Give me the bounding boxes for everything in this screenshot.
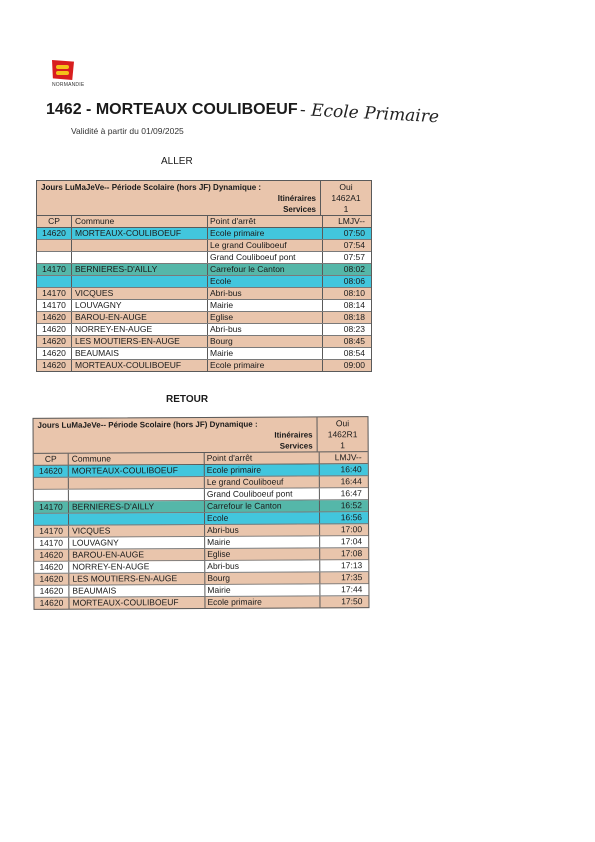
- cell-cp: 14620: [34, 598, 69, 609]
- cell-cp: 14620: [37, 312, 72, 323]
- cell-cp: 14620: [37, 348, 72, 359]
- cell-cp: 14620: [37, 360, 72, 371]
- cell-cp: 14170: [37, 264, 72, 275]
- cell-time: 08:14: [343, 300, 365, 310]
- cell-time: 09:00: [343, 360, 365, 370]
- page-title: 1462 - MORTEAUX COULIBOEUF: [46, 101, 298, 118]
- cell-cp: [34, 514, 69, 525]
- cell-commune: LES MOUTIERS-EN-AUGE: [69, 573, 205, 585]
- table-row: [37, 288, 371, 300]
- header-description: [34, 417, 318, 452]
- header-period: Jours LuMaJeVe-- Période Scolaire (hors JF) Dynamique :: [37, 419, 258, 430]
- cell-arret: Bourg: [205, 572, 320, 584]
- cell-commune: BAROU-EN-AUGE: [69, 549, 205, 561]
- cell-cp: [34, 478, 69, 489]
- table-header: [34, 417, 368, 454]
- cell-commune: BEAUMAIS: [69, 585, 205, 597]
- column-headers: [37, 216, 371, 228]
- table-row: [34, 596, 368, 609]
- cell-arret: Abri-bus: [205, 524, 320, 536]
- cell-time: 08:02: [343, 264, 365, 274]
- column-header-cp: CP: [34, 454, 69, 465]
- cell-commune: MORTEAUX-COULIBOEUF: [69, 465, 205, 477]
- cell-cp: 14620: [37, 336, 72, 347]
- cell-cp: 14620: [37, 324, 72, 335]
- service-flag: Oui: [339, 182, 353, 192]
- cell-arret: Ecole: [205, 512, 320, 524]
- validity-date: Validité à partir du 01/09/2025: [71, 126, 184, 136]
- cell-arret: Carrefour le Canton: [208, 264, 323, 275]
- cell-cp: [34, 490, 69, 501]
- cell-commune: [72, 276, 208, 287]
- cell-time: 17:04: [340, 536, 363, 547]
- cell-commune: VICQUES: [69, 525, 205, 537]
- cell-cp: 14170: [37, 288, 72, 299]
- cell-time: 17:35: [341, 572, 363, 583]
- table-body: [34, 464, 369, 609]
- cell-commune: BEAUMAIS: [72, 348, 208, 359]
- table-row: [37, 240, 371, 252]
- cell-cp: [37, 240, 72, 251]
- cell-arret: Ecole: [208, 276, 323, 287]
- cell-time: 17:13: [340, 560, 363, 571]
- header-description: [37, 181, 321, 215]
- cell-commune: [69, 489, 205, 501]
- header-services: Services: [283, 205, 316, 214]
- table-row: [37, 264, 371, 276]
- cell-commune: MORTEAUX-COULIBOEUF: [72, 360, 208, 371]
- cell-arret: Mairie: [205, 536, 320, 548]
- cell-time: 08:54: [343, 348, 365, 358]
- cell-commune: [72, 240, 208, 251]
- cell-arret: Mairie: [208, 348, 323, 359]
- cell-commune: LES MOUTIERS-EN-AUGE: [72, 336, 208, 347]
- service-code: 1462R1: [327, 429, 358, 440]
- normandy-flag-icon: [52, 60, 74, 80]
- cell-cp: 14170: [34, 538, 69, 549]
- service-column-header: [321, 181, 371, 215]
- service-code: 1462A1: [331, 193, 361, 203]
- cell-cp: 14620: [34, 466, 69, 477]
- cell-cp: 14170: [34, 526, 69, 537]
- service-days: LMJV--: [338, 216, 365, 226]
- cell-cp: 14620: [34, 550, 69, 561]
- cell-commune: BERNIERES-D'AILLY: [72, 264, 208, 275]
- cell-cp: 14620: [37, 228, 72, 239]
- table-row: [37, 336, 371, 348]
- cell-arret: Abri-bus: [208, 324, 323, 335]
- cell-arret: Ecole primaire: [205, 464, 320, 476]
- cell-time: 08:23: [343, 324, 365, 334]
- service-column-header: [318, 417, 368, 451]
- cell-time: 16:52: [340, 500, 362, 511]
- header-services: Services: [279, 441, 313, 451]
- cell-time: 17:44: [341, 584, 363, 595]
- table-row: [37, 312, 371, 324]
- cell-arret: Eglise: [205, 548, 320, 560]
- cell-commune: LOUVAGNY: [69, 537, 205, 549]
- table-row: [37, 348, 371, 360]
- column-header-commune: Commune: [72, 216, 208, 227]
- logo-text: NORMANDIE: [52, 82, 85, 88]
- cell-cp: 14620: [34, 574, 69, 585]
- cell-commune: [72, 252, 208, 263]
- cell-time: 16:56: [340, 512, 363, 523]
- cell-arret: Mairie: [208, 300, 323, 311]
- cell-commune: BAROU-EN-AUGE: [72, 312, 208, 323]
- cell-arret: Le grand Couliboeuf: [208, 240, 323, 251]
- cell-arret: Grand Couliboeuf pont: [208, 252, 323, 263]
- cell-commune: NORREY-EN-AUGE: [72, 324, 208, 335]
- section-retour-title: RETOUR: [166, 394, 209, 405]
- service-number: 1: [340, 440, 346, 451]
- cell-commune: MORTEAUX-COULIBOEUF: [72, 228, 208, 239]
- cell-time: 08:06: [343, 276, 365, 286]
- cell-time: 08:18: [343, 312, 365, 322]
- cell-arret: Carrefour le Canton: [205, 500, 320, 512]
- timetable-retour: [32, 416, 369, 610]
- cell-commune: LOUVAGNY: [72, 300, 208, 311]
- handwritten-note: - Ecole Primaire: [299, 100, 440, 128]
- cell-time: 07:57: [343, 252, 365, 262]
- cell-time: 17:08: [340, 548, 363, 559]
- cell-arret: Abri-bus: [205, 560, 320, 572]
- cell-commune: NORREY-EN-AUGE: [69, 561, 205, 573]
- cell-commune: MORTEAUX-COULIBOEUF: [69, 597, 205, 609]
- cell-cp: 14170: [37, 300, 72, 311]
- service-number: 1: [343, 204, 349, 214]
- timetable-aller: [36, 180, 372, 372]
- cell-arret: Bourg: [208, 336, 323, 347]
- cell-time: 08:45: [343, 336, 365, 346]
- column-header-cp: CP: [37, 216, 72, 227]
- cell-time: 16:44: [340, 476, 362, 487]
- header-itineraires: Itinéraires: [274, 430, 313, 440]
- header-period: Jours LuMaJeVe-- Période Scolaire (hors JF) Dynamique :: [41, 183, 262, 192]
- normandie-logo: [48, 57, 88, 91]
- cell-cp: 14620: [34, 562, 69, 573]
- table-header: [37, 181, 371, 216]
- cell-arret: Mairie: [205, 584, 320, 596]
- cell-commune: [69, 513, 205, 525]
- table-row: [37, 276, 371, 288]
- cell-commune: BERNIERES-D'AILLY: [69, 501, 205, 513]
- cell-arret: Ecole primaire: [208, 360, 323, 371]
- cell-commune: VICQUES: [72, 288, 208, 299]
- table-row: [37, 324, 371, 336]
- table-row: [37, 360, 371, 371]
- column-header-arret: Point d'arrêt: [205, 452, 320, 464]
- cell-cp: [37, 252, 72, 263]
- table-row: [37, 228, 371, 240]
- service-flag: Oui: [335, 418, 350, 429]
- cell-time: 16:40: [340, 464, 362, 475]
- cell-cp: 14170: [34, 502, 69, 513]
- cell-time: 08:10: [343, 288, 365, 298]
- table-row: [37, 252, 371, 264]
- cell-time: 17:50: [341, 596, 363, 607]
- cell-time: 17:00: [340, 524, 363, 535]
- cell-arret: Abri-bus: [208, 288, 323, 299]
- cell-time: 07:54: [343, 240, 365, 250]
- cell-arret: Ecole primaire: [208, 228, 323, 239]
- cell-arret: Le grand Couliboeuf: [205, 476, 320, 488]
- cell-arret: Ecole primaire: [205, 596, 320, 608]
- cell-arret: Eglise: [208, 312, 323, 323]
- header-itineraires: Itinéraires: [277, 194, 316, 203]
- cell-time: 07:50: [343, 228, 365, 238]
- cell-time: 16:47: [340, 488, 362, 499]
- cell-cp: [37, 276, 72, 287]
- table-row: [37, 300, 371, 312]
- table-body: [37, 228, 371, 371]
- column-header-arret: Point d'arrêt: [208, 216, 323, 227]
- cell-arret: Grand Couliboeuf pont: [205, 488, 320, 500]
- cell-cp: 14620: [34, 586, 69, 597]
- cell-commune: [69, 477, 205, 489]
- section-aller-title: ALLER: [161, 156, 193, 167]
- column-header-commune: Commune: [69, 453, 205, 465]
- service-days: LMJV--: [334, 452, 362, 463]
